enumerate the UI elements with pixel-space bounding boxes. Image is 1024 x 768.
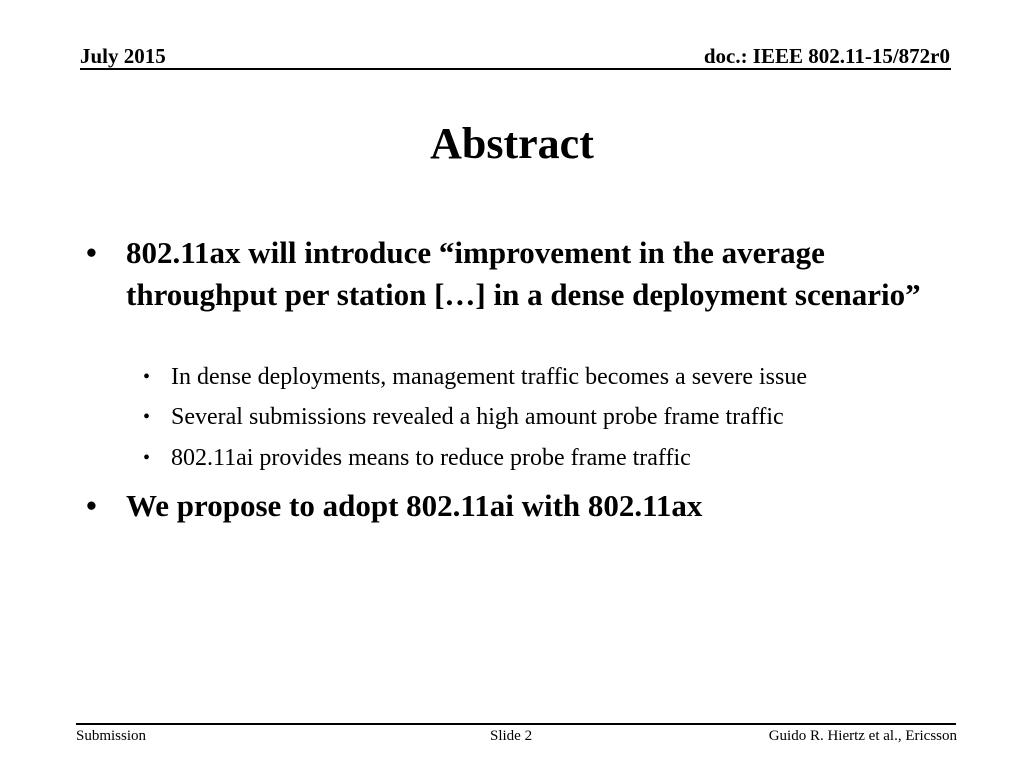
sub-bullet-text: 802.11ai provides means to reduce probe frame traffic: [171, 445, 691, 471]
bullet-icon: •: [86, 488, 97, 523]
footer-rule: [76, 723, 956, 725]
sub-bullet-item: [143, 362, 961, 392]
bullet-text: 802.11ax will introduce “improvement in the average throughput per station […] in a dense deployment scenario”: [126, 235, 921, 312]
header-doc-id: doc.: IEEE 802.11-15/872r0: [703, 44, 950, 68]
footer-authors: Guido R. Hiertz et al., Ericsson: [768, 728, 957, 744]
bullet-item: [86, 232, 926, 316]
sub-bullet-icon: •: [143, 366, 151, 388]
footer-slide-number: Slide 2: [490, 728, 533, 744]
sub-bullet-icon: •: [143, 406, 151, 428]
sub-bullet-item: [143, 443, 961, 473]
header-rule: [80, 68, 951, 70]
sub-bullet-item: [143, 402, 961, 432]
sub-bullet-text: In dense deployments, management traffic becomes a severe issue: [171, 364, 807, 390]
bullet-icon: •: [86, 235, 97, 270]
sub-bullet-icon: •: [143, 447, 151, 469]
sub-bullet-text: Several submissions revealed a high amount probe frame traffic: [171, 404, 784, 430]
slide-title: Abstract: [430, 119, 594, 168]
bullet-text: We propose to adopt 802.11ai with 802.11ax: [126, 488, 703, 523]
footer-submission: Submission: [76, 728, 147, 744]
bullet-item: [86, 485, 926, 527]
header-date: July 2015: [80, 44, 166, 68]
